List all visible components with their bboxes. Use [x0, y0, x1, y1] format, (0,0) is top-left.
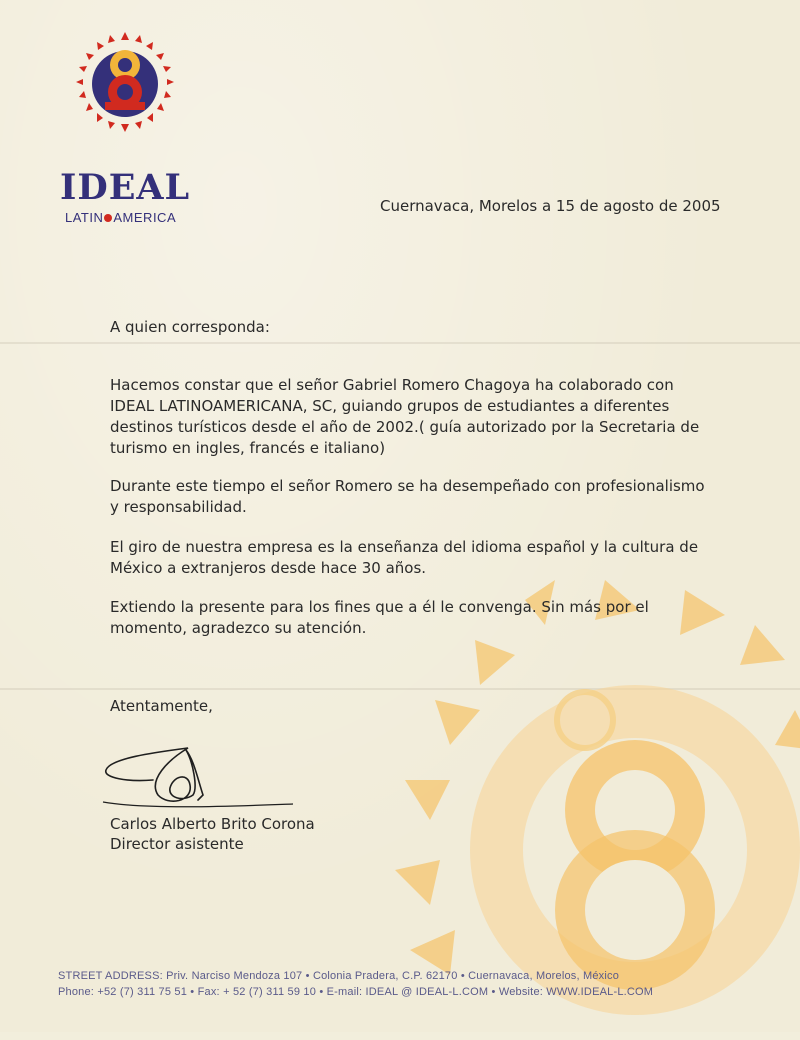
- red-dot-icon: [104, 214, 112, 222]
- signatory-name: Carlos Alberto Brito Corona: [110, 815, 315, 833]
- signatory-title: Director asistente: [110, 835, 244, 853]
- closing: Atentamente,: [110, 697, 213, 715]
- brand-sub-left: LATIN: [65, 210, 104, 225]
- greeting: A quien corresponda:: [110, 318, 270, 336]
- brand-sub-right: AMERICA: [113, 210, 177, 225]
- paragraph: El giro de nuestra empresa es la enseñanza del idioma español y la cultura de México a extranjeros desde hace 30 años.: [110, 538, 699, 577]
- footer-address: STREET ADDRESS: Priv. Narciso Mendoza 107 • Colonia Pradera, C.P. 62170 • Cuernavaca, Morelos, México: [58, 970, 620, 982]
- brand-name: IDEAL: [60, 167, 191, 208]
- brand-subtitle: [65, 210, 205, 225]
- paragraph: Extiendo la presente para los fines que a él le convenga. Sin más por el momento, agradezco su atención.: [110, 598, 649, 637]
- paragraph: Durante este tiempo el señor Romero se ha desempeñado con profesionalismo y responsabilidad.: [110, 477, 705, 516]
- date-line: Cuernavaca, Morelos a 15 de agosto de 2005: [380, 197, 721, 215]
- paper-fold: [0, 342, 800, 344]
- footer-contact: Phone: +52 (7) 311 75 51 • Fax: + 52 (7) 311 59 10 • E-mail: IDEAL @ IDEAL-L.COM • Website: WWW.IDEAL-L.COM: [58, 986, 654, 998]
- ideal-sun-logo-icon: [75, 32, 175, 132]
- paragraph: Hacemos constar que el señor Gabriel Romero Chagoya ha colaborado con IDEAL LATINOAMERICANA, SC, guiando grupos de estudiantes a diferentes destinos turísticos desde el año de 2002.( guía autorizado por la Secretaria de turismo en ingles, francés e italiano): [110, 376, 700, 457]
- handwritten-signature: [98, 740, 298, 812]
